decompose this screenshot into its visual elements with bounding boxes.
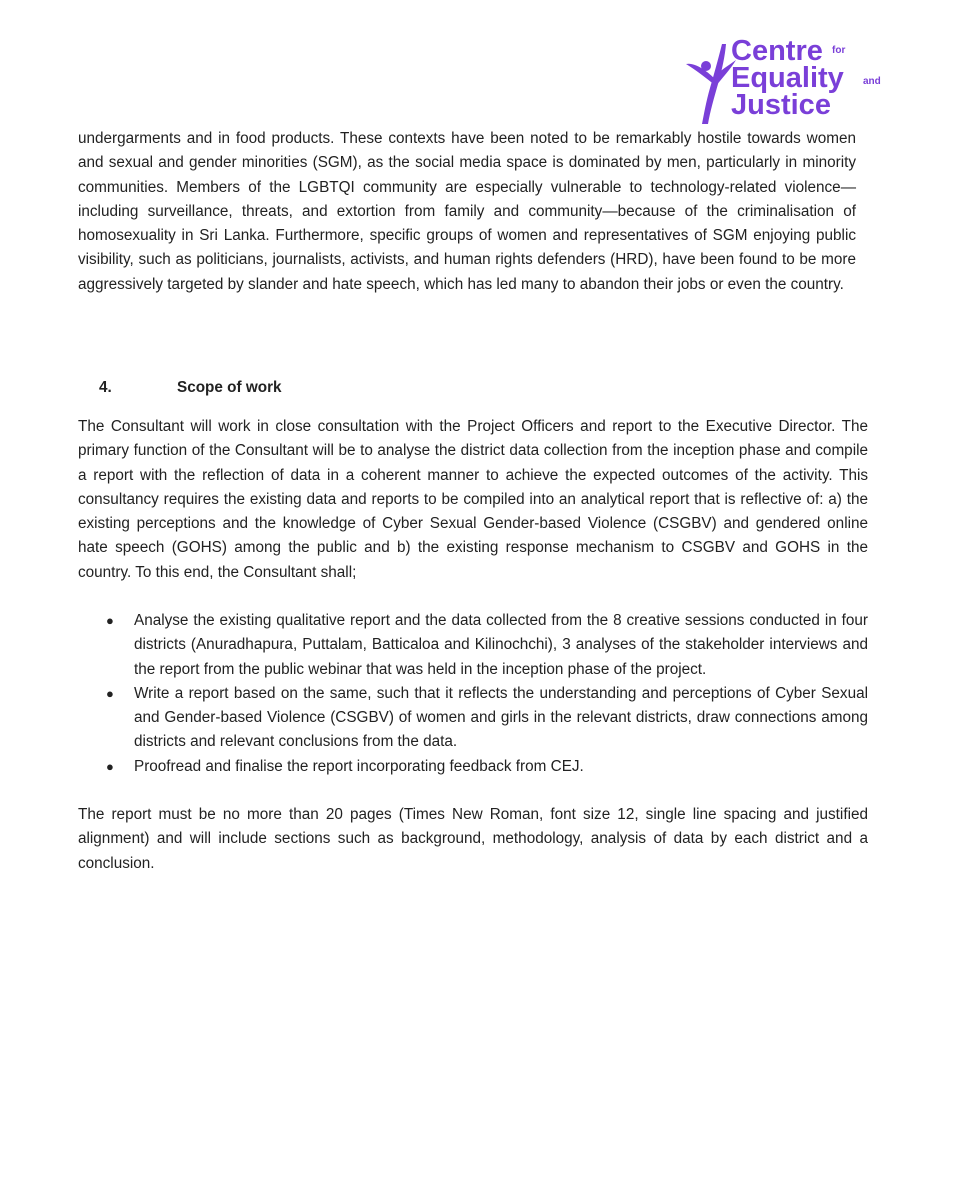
cej-logo	[684, 35, 881, 126]
list-item-text: Write a report based on the same, such that it reflects the understanding and perceptions of Cyber Sexual and Gender-based Violence (CSGBV) of women and girls in the relevant districts, draw connections among districts and relevant conclusions from the data.	[134, 684, 868, 751]
bullet-icon: ●	[106, 613, 114, 628]
paragraph-report-requirements: The report must be no more than 20 pages (Times New Roman, font size 12, single line spacing and justified alignment) and will include sections such as background, methodology, analysis of data by each district and a conclusion.	[78, 806, 868, 872]
list-item	[78, 682, 868, 755]
logo-line-centre: Centre	[731, 35, 823, 67]
logo-wordmark	[731, 35, 881, 121]
bullet-icon: ●	[106, 685, 114, 701]
list-item	[78, 755, 868, 779]
paragraph-scope: The Consultant will work in close consultation with the Project Officers and report to the Executive Director. The primary function of the Consultant will be to analyse the district data collection from the inception phase and compile a report with the reflection of data in a coherent manner to achieve the expected outcomes of the activity. This consultancy requires the existing data and reports to be compiled into an analytical report that is reflective of: a) the existing perceptions and the knowledge of Cyber Sexual Gender-based Violence (CSGBV) and gendered online hate speech (GOHS) among the public and b) the existing response mechanism to CSGBV and GOHS in the country. To this end, the Consultant shall;	[78, 418, 868, 581]
section-heading	[78, 376, 282, 400]
list-item-text: Proofread and finalise the report incorporating feedback from CEJ.	[134, 757, 584, 775]
logo-and: and	[863, 76, 881, 87]
bullet-icon: ●	[106, 758, 114, 774]
section-title: Scope of work	[177, 379, 282, 396]
section-number: 4.	[99, 379, 112, 396]
logo-line-equality: Equality	[731, 62, 844, 94]
list-item	[78, 609, 868, 682]
paragraph-context: undergarments and in food products. These contexts have been noted to be remarkably hostile towards women and sexual and gender minorities (SGM), as the social media space is dominated by men, particularly in minority communities. Members of the LGBTQI community are especially vulnerable to technology-related violence—including surveillance, threats, and extortion from family and community—because of the criminalisation of homosexuality in Sri Lanka. Furthermore, specific groups of women and representatives of SGM enjoying public visibility, such as politicians, journalists, activists, and human rights defenders (HRD), have been found to be more aggressively targeted by slander and hate speech, which has led many to abandon their jobs or even the country.	[78, 130, 856, 293]
logo-line-justice: Justice	[731, 89, 831, 121]
logo-for: for	[832, 45, 846, 56]
tasks-list	[78, 609, 868, 779]
list-item-text: Analyse the existing qualitative report and the data collected from the 8 creative sessions conducted in four districts (Anuradhapura, Puttalam, Batticaloa and Kilinochchi), 3 analyses of the stakeholder interviews and the report from the public webinar that was held in the inception phase of the project.	[134, 612, 868, 678]
